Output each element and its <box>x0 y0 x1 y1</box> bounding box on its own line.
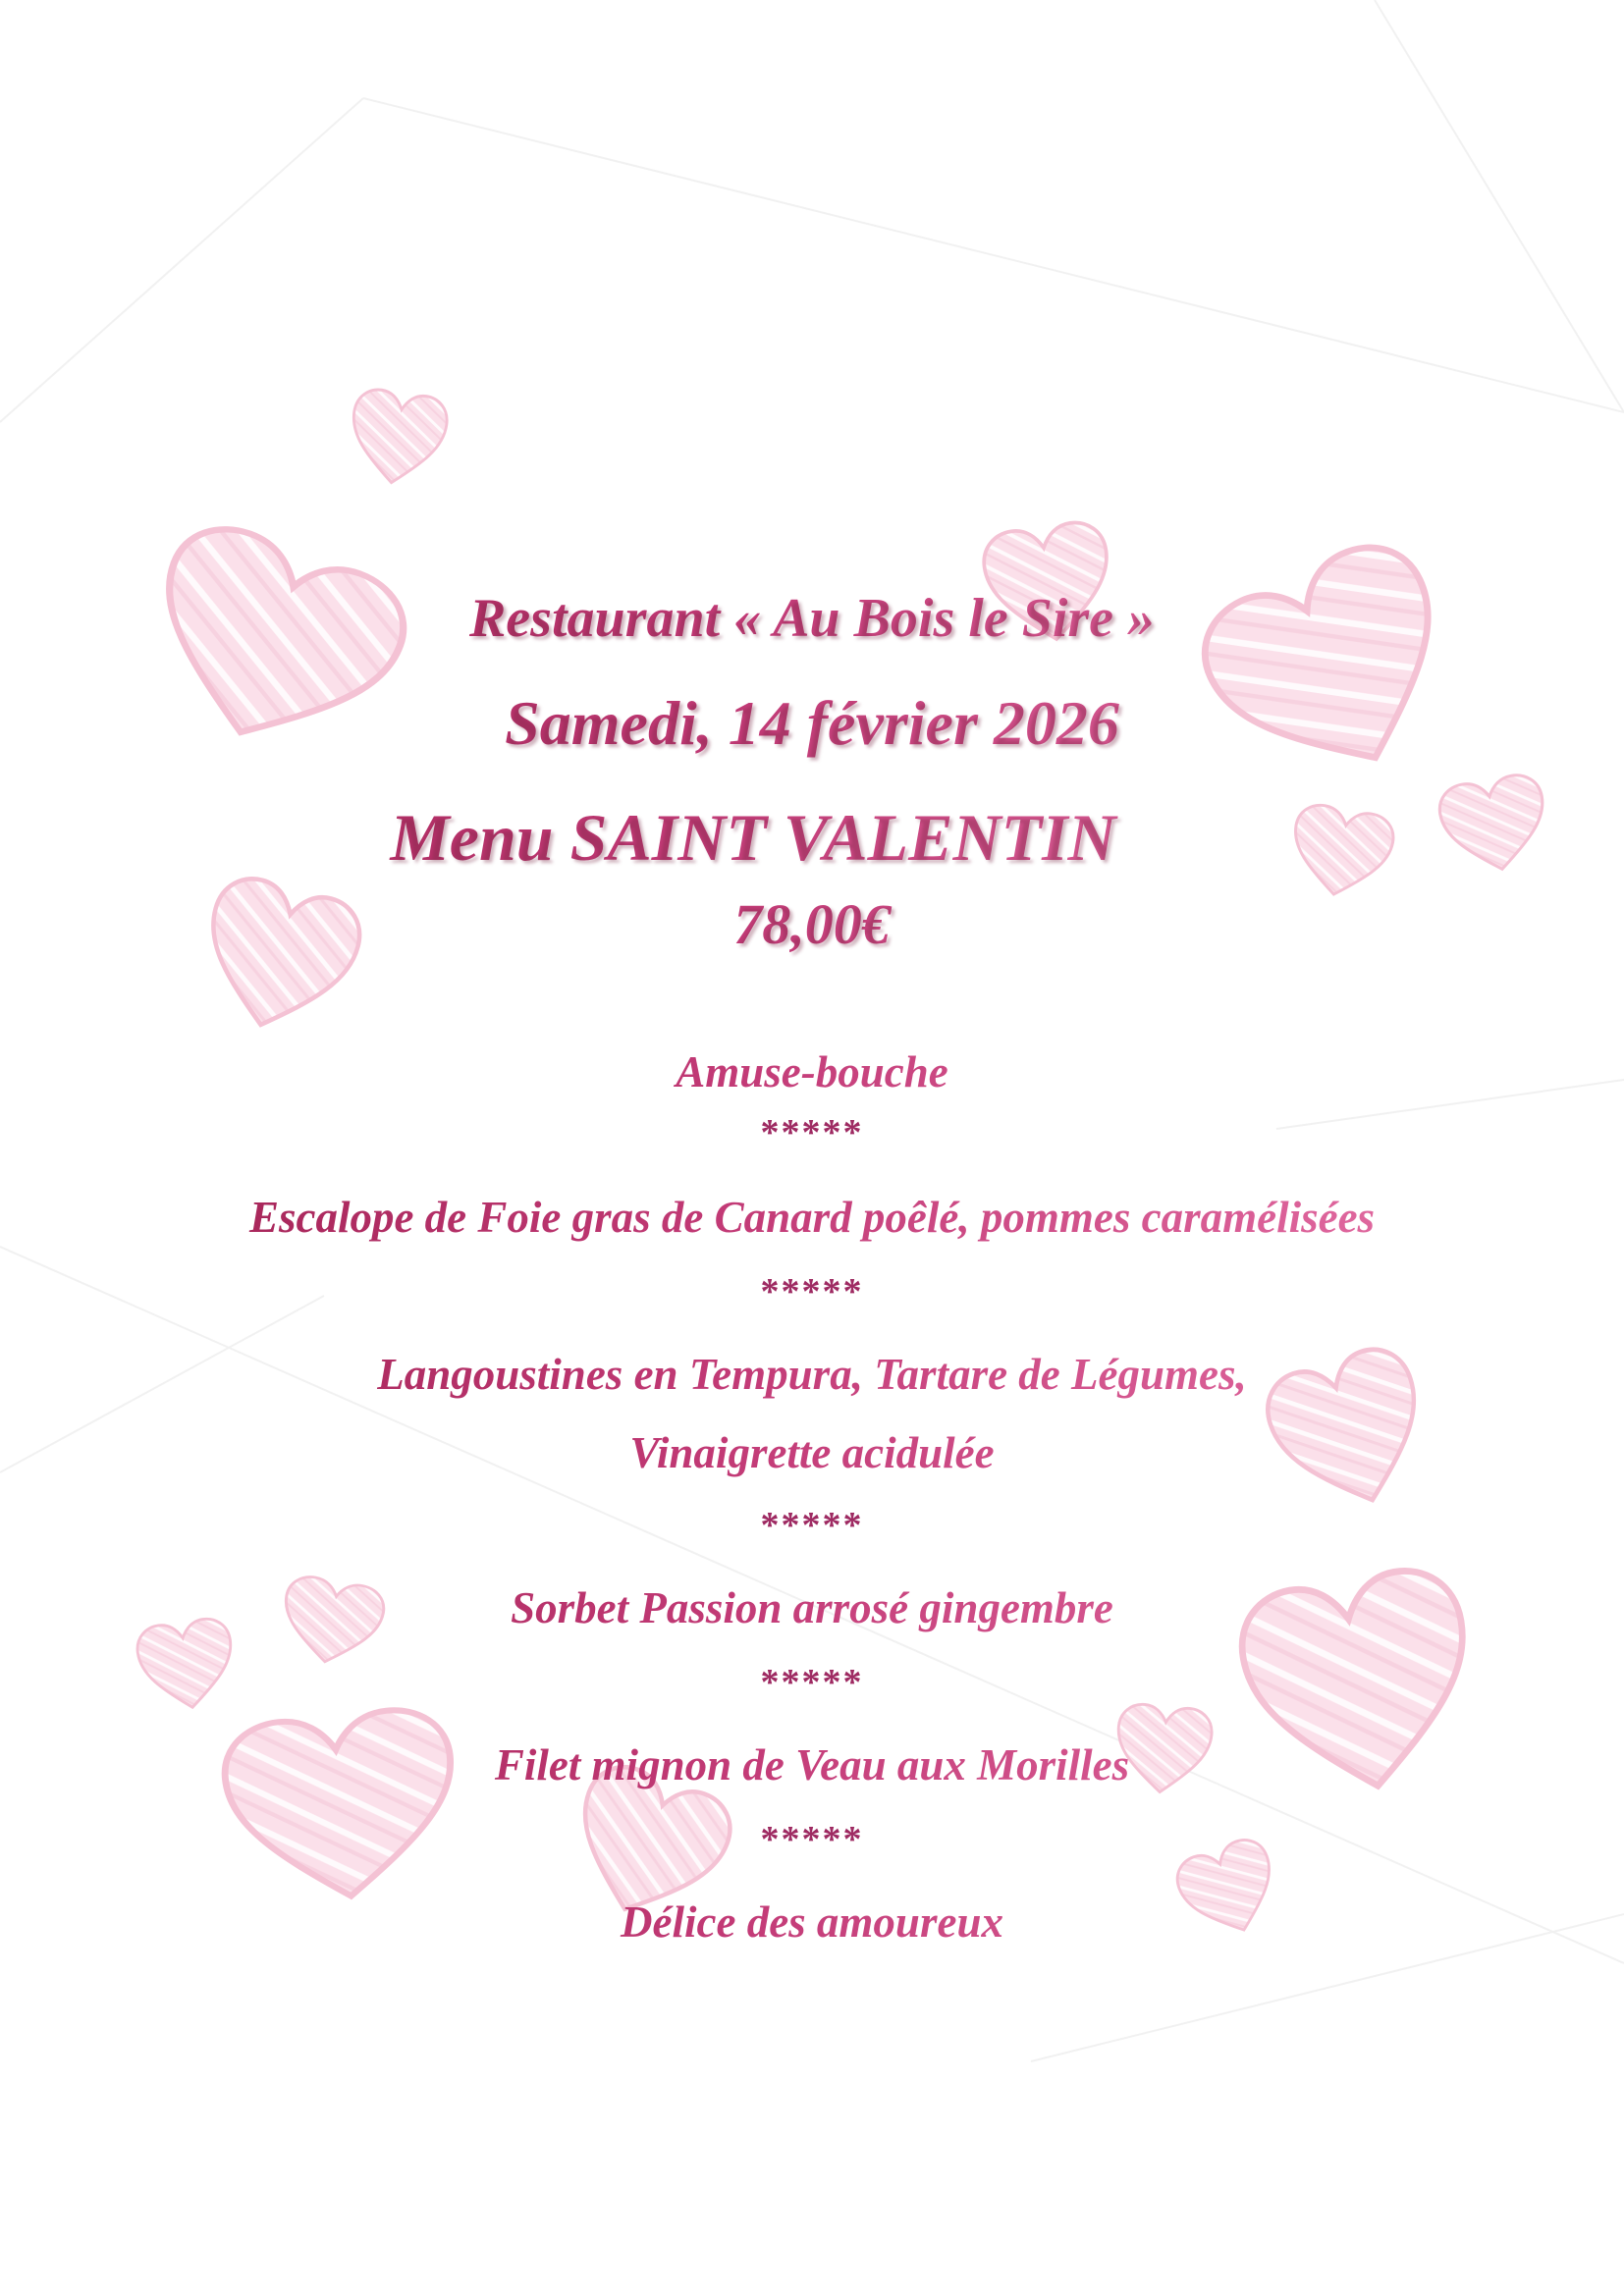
heart-icon <box>346 387 451 489</box>
course-sorbet: Sorbet Passion arrosé gingembre <box>0 1582 1624 1633</box>
course-langoustines-line1: Langoustines en Tempura, Tartare de Légumes, <box>0 1349 1624 1400</box>
course-dessert: Délice des amoureux <box>0 1896 1624 1948</box>
course-separator: ***** <box>760 1662 864 1703</box>
heart-icon <box>1187 529 1481 807</box>
restaurant-name: Restaurant « Au Bois le Sire » <box>0 587 1624 650</box>
menu-title: Menu SAINT VALENTIN <box>0 799 1565 877</box>
course-separator: ***** <box>760 1819 864 1860</box>
course-filet-mignon: Filet mignon de Veau aux Morilles <box>0 1739 1624 1790</box>
event-date: Samedi, 14 février 2026 <box>0 687 1624 760</box>
menu-price: 78,00€ <box>0 891 1624 957</box>
course-separator: ***** <box>760 1112 864 1153</box>
course-separator: ***** <box>760 1271 864 1312</box>
course-langoustines-line2: Vinaigrette acidulée <box>0 1427 1624 1478</box>
course-separator: ***** <box>760 1505 864 1546</box>
course-foie-gras: Escalope de Foie gras de Canard poêlé, pommes caramélisées <box>0 1192 1624 1243</box>
course-amuse-bouche: Amuse-bouche <box>0 1046 1624 1097</box>
heart-icon <box>220 1704 463 1907</box>
